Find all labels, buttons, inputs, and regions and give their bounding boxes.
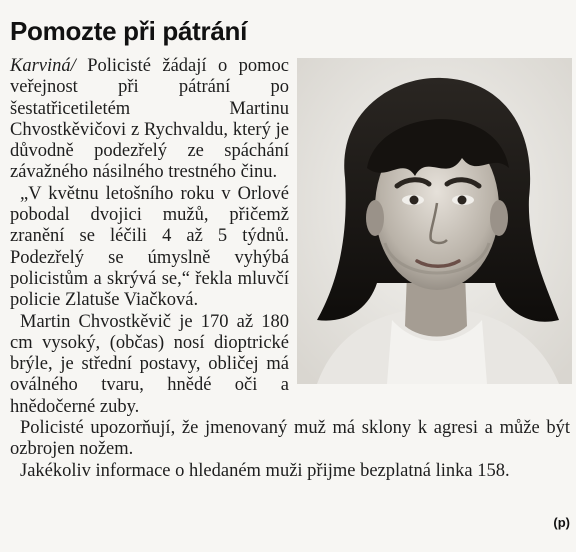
paragraph-quote: „V květnu letošního roku v Orlové pobodal dvojici mužů, přičemž zranění se léčili 4 až 5 týdnů. Podezřelý se úmyslně vyhýbá policistům a skrývá se,“ řekla mluvčí policie Zlatuše Viačková. [10, 183, 289, 311]
dateline: Karviná/ [10, 56, 76, 76]
paragraph-1-text: Policisté žádají o pomoc veřejnost při pátrání po šestatřicetiletém Martinu Chvostkěvičovi z Rychvaldu, který je důvodně podezřelý ze spáchání závažného násilného trestného činu. [10, 56, 289, 183]
article-body [10, 56, 570, 482]
paragraph-description: Martin Chvostkěvič je 170 až 180 cm vysoký, (občas) nosí dioptrické brýle, je střední postavy, obličej má oválného tvaru, hnědé oči a hnědočerné zuby. [10, 311, 289, 417]
paragraph-contact: Jakékoliv informace o hledaném muži přijme bezplatná linka 158. [20, 460, 510, 481]
portrait-photo-icon [297, 58, 572, 384]
author-signature: (p) [553, 515, 570, 530]
headline: Pomozte při pátrání [10, 16, 247, 46]
suspect-photo [297, 58, 572, 384]
paragraph-warning: Policisté upozorňují, že jmenovaný muž má sklony k agresi a může být ozbrojen nožem. [10, 418, 570, 460]
